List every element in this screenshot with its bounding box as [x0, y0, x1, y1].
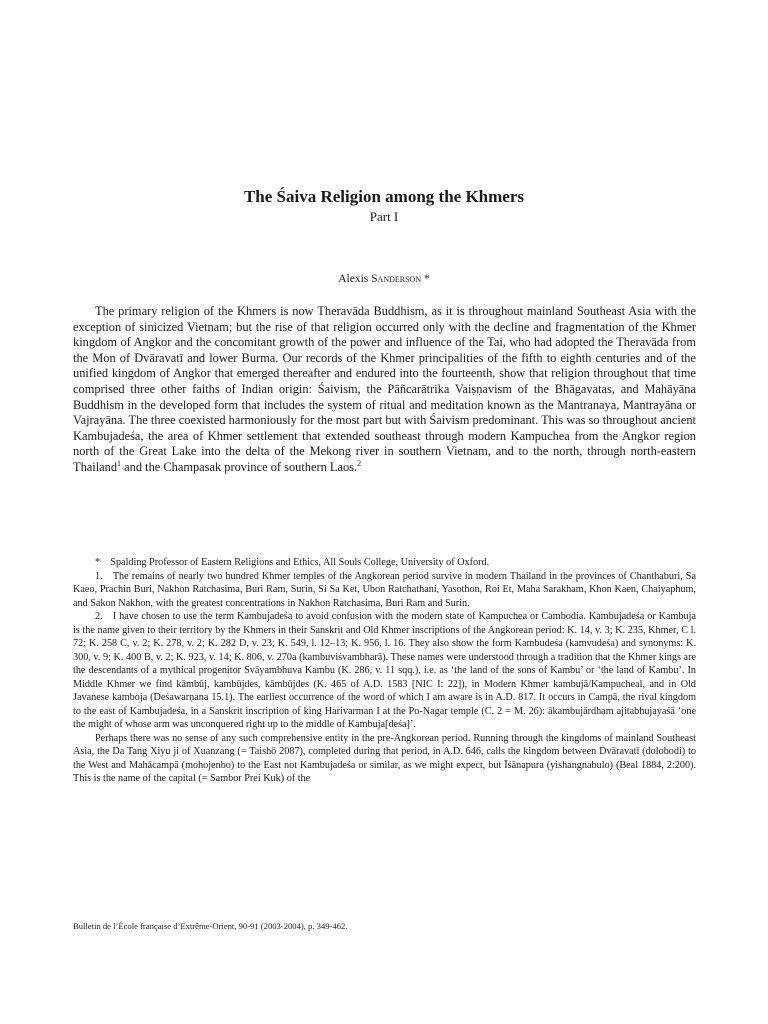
footnote-2-continued: Perhaps there was no sense of any such comprehensive entity in the pre-Angkorean period. Running through the kingdoms of mainland Southeast Asia, the Da Tang Xiyu ji of Xuanzang (= Taishō 2087), completed during that period, in A.D. 646, calls the kingdom between Dvāravatī (dolobodi) to the West and Mahācampā (mohojenbo) to the East not Kambujadeśa or similar, as we might expect, but Īśānapura (yishangnabulo) (Beal 1884, 2:200). This is the name of the capital (= Sambor Prei Kuk) of the	[73, 732, 696, 784]
body-paragraph	[73, 304, 696, 476]
footnote-1: 1. The remains of nearly two hundred Khmer temples of the Angkorean period survive in modern Thailand in the provinces of Chanthaburi, Sa Kaeo, Prachin Buri, Nakhon Ratchasima, Buri Ram, Surin, Si Sa Ket, Ubon Ratchathani, Yasothon, Roi Et, Maha Sarakham, Khon Kaen, Chaiyaphum, and Sakon Nakhon, with the greatest concentrations in Nakhon Ratchasima, Buri Ram and Surin.	[73, 570, 696, 609]
footnotes	[73, 556, 696, 786]
paper-title: The Śaiva Religion among the Khmers	[243, 187, 525, 206]
author-line	[0, 271, 768, 287]
author-last-name: Sanderson	[371, 273, 422, 285]
body-text-part-1: The primary religion of the Khmers is now Theravāda Buddhism, as it is throughout mainland Southeast Asia with the exception of sinicized Vietnam; but the rise of that religion occurred only with the decline and fragmentation of the Khmer kingdom of Angkor and the concomitant growth of the power and influence of the Tai, who had adopted the Theravāda from the Mon of Dvāravatī and lower Burma. Our records of the Khmer principalities of the fifth to eighth centuries and of the unified kingdom of Angkor that emerged thereafter and endured into the fourteenth, show that religion throughout that time comprised three other faiths of Indian origin: Śaivism, the Pāñcarātrika Vaiṣṇavism of the Bhāgavatas, and Mahāyāna Buddhism in the developed form that includes the system of ritual and meditation known as the Mantranaya, Mantrayāna or Vajrayāna. The three coexisted harmoniously for the most part but with Śaivism predominant. This was so throughout ancient Kambujadeśa, the area of Khmer settlement that extended southeast through modern Kampuchea from the Angkor region north of the Great Lake into the delta of the Mekong river in southern Vietnam, and to the north, through north-eastern Thailand	[73, 304, 696, 474]
body-text-part-2: and the Champasak province of southern Laos.	[121, 459, 358, 474]
footnote-ref-2[interactable]: 2	[357, 458, 362, 468]
footnote-2: 2. I have chosen to use the term Kambujadeśa to avoid confusion with the modern state of Kampuchea or Cambodia. Kambujadeśa or Kambuja is the name given to their territory by the Khmers in their Sanskrit and Old Khmer inscriptions of the Angkorean period: K. 14, v. 3; K. 235, Khmer, C l. 72; K. 258 C, v. 2; K. 278, v. 2; K. 282 D, v. 23; K. 549, l. 12–13; K. 956, l. 16. They also show the form Kambudeśa (kamvudeśa) and synonyms: K. 300, v. 9; K. 400 B, v. 2; K. 923, v. 14; K. 806, v. 270a (kambuviśvambharā). These names were understood through a tradition that the Khmer kings are the descendants of a mythical progenitor Svāyambhuva Kambu (K. 286, v. 11 sqq.), i.e. as ‘the land of the sons of Kambu’ or ‘the land of Kambu’. In Middle Khmer we find kāmbūj, kambūjdes, kāmbūjdes (K. 465 of A.D. 1583 [NIC I: 22]), in Modern Khmer kambujā/Kampucheal, and in Old Javanese kamboja (Deśawarṇana 15.1). The earliest occurrence of the word of which I am aware is in A.D. 817. It occurs in Campā, the rival kingdom to the east of Kambujadeśa, in a Sanskrit inscription of king Harivarman I at the Po-Nagar temple (C. 2 = M. 26): ākambujārdham ajitabhujayaśā ‘one the might of whose arm was unconquered right up to the middle of Kambuja[deśa]’.	[73, 611, 696, 730]
footnote-star: * Spalding Professor of Eastern Religions and Ethics, All Souls College, University of Oxford.	[95, 557, 490, 568]
paper-subtitle: Part I	[369, 209, 399, 224]
footnote-ref-1[interactable]: 1	[117, 458, 122, 468]
journal-citation-footer: Bulletin de l’École française d’Extrême-Orient, 90-91 (2003-2004), p. 349-462.	[73, 921, 348, 931]
author-first-name: Alexis	[338, 273, 372, 285]
author-footnote-mark: *	[421, 273, 430, 285]
